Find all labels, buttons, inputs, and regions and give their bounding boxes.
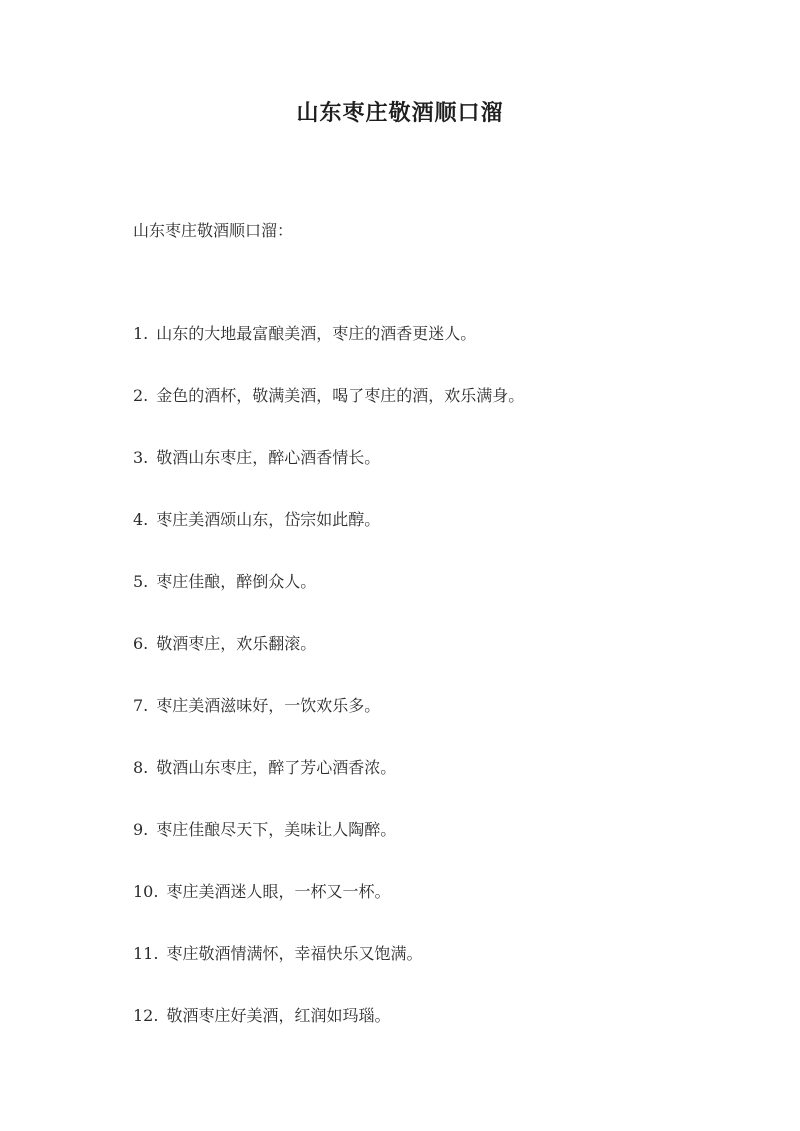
list-item (133, 1005, 524, 1067)
intro-text: 山东枣庄敬酒顺口溜： (133, 221, 294, 240)
item-text: 枣庄敬酒情满怀，幸福快乐又饱满。 (166, 944, 423, 963)
list-item (133, 385, 524, 447)
item-number: 2. (133, 386, 149, 405)
item-text: 枣庄美酒颂山东，岱宗如此醇。 (156, 510, 381, 529)
item-number: 9. (133, 820, 149, 839)
item-number: 1. (133, 324, 149, 343)
list-item (133, 633, 524, 695)
item-text: 山东的大地最富酿美酒，枣庄的酒香更迷人。 (156, 324, 477, 343)
item-text: 敬酒枣庄，欢乐翻滚。 (156, 634, 317, 653)
list-item (133, 509, 524, 571)
item-number: 6. (133, 634, 149, 653)
list-item (133, 447, 524, 509)
item-text: 枣庄佳酿，醉倒众人。 (156, 572, 317, 591)
list-item (133, 881, 524, 943)
item-number: 3. (133, 448, 149, 467)
item-text: 枣庄美酒迷人眼，一杯又一杯。 (166, 882, 391, 901)
item-text: 敬酒山东枣庄，醉了芳心酒香浓。 (156, 758, 397, 777)
list-item (133, 943, 524, 1005)
item-number: 5. (133, 572, 149, 591)
item-text: 敬酒枣庄好美酒，红润如玛瑙。 (166, 1006, 391, 1025)
item-text: 敬酒山东枣庄，醉心酒香情长。 (156, 448, 381, 467)
list-item (133, 571, 524, 633)
item-number: 11. (133, 944, 159, 963)
document-title: 山东枣庄敬酒顺口溜 (296, 100, 504, 126)
item-text: 枣庄美酒滋味好，一饮欢乐多。 (156, 696, 381, 715)
item-number: 8. (133, 758, 149, 777)
list-item (133, 757, 524, 819)
list-item (133, 323, 524, 385)
item-text: 枣庄佳酿尽天下，美味让人陶醉。 (156, 820, 397, 839)
item-number: 4. (133, 510, 149, 529)
list-item (133, 819, 524, 881)
list-item (133, 695, 524, 757)
verse-list (133, 323, 524, 1067)
item-text: 金色的酒杯，敬满美酒，喝了枣庄的酒，欢乐满身。 (156, 386, 525, 405)
item-number: 7. (133, 696, 149, 715)
item-number: 10. (133, 882, 159, 901)
item-number: 12. (133, 1006, 159, 1025)
